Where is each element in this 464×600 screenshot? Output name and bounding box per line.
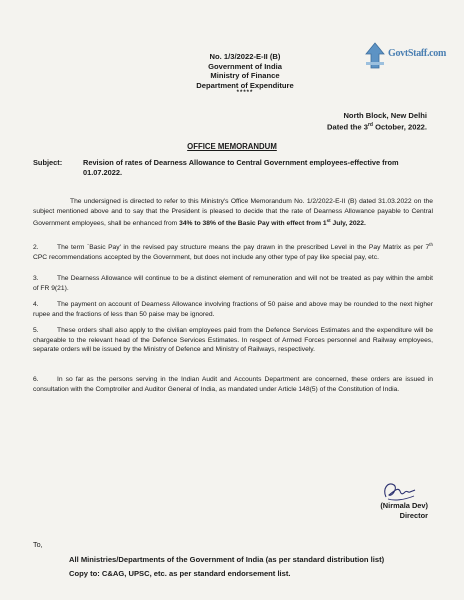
paragraph-1: The undersigned is directed to refer to this Ministry's Office Memorandum No. 1/2/2022-E-II (B) dated 31.03.2022 on the subject mentioned above and to say that the President is pleased to decide that the rate of Dearness Allowance payable to Central Government employees, shall be enhanced from 34% to 38% of the Basic Pay with effect from 1st July, 2022. — [33, 198, 433, 228]
paragraph-2: 2. The term `Basic Pay' in the revised pay structure means the pay drawn in the prescribed Level in the Pay Matrix as per 7th CPC recommendations accepted by the Government, but does not include any other type of pay like special pay, etc. — [33, 242, 433, 261]
ministry-name: Ministry of Finance — [210, 71, 280, 81]
paragraph-3: 3. The Dearness Allowance will continue to be a distinct element of remuneration and will not be treated as pay within the ambit of FR 9(21). — [33, 275, 433, 292]
location: North Block, New Delhi — [343, 111, 427, 120]
distribution-line-2: Copy to: C&AG, UPSC, etc. as per standard endorsement list. — [69, 568, 291, 578]
signer-name: (Nirmala Dev) — [380, 501, 428, 510]
arrow-icon — [364, 42, 386, 70]
subject-block — [33, 158, 433, 177]
paragraph-6: 6. In so far as the persons serving in the Indian Audit and Accounts Department are concerned, these orders are issued in consultation with the Comptroller and Auditor General of India, as mandated under Article 148(5) of the Constitution of India. — [33, 376, 433, 393]
header-stars: ***** — [236, 90, 254, 97]
signatory — [380, 501, 428, 521]
place-and-date — [327, 111, 427, 132]
department-name: Department of Expenditure — [196, 80, 294, 90]
subject-text: Revision of rates of Dearness Allowance to Central Government employees-effective from 01.07.2022. — [83, 158, 399, 177]
file-number: No. 1/3/2022-E-II (B) — [209, 52, 281, 61]
document-header — [130, 52, 360, 96]
distribution-line-1: All Ministries/Departments of the Government of India (as per standard distribution list) — [69, 555, 385, 564]
to-label: To, — [33, 540, 43, 549]
logo-text: GovtStaff.com — [388, 48, 447, 59]
distribution-list — [69, 553, 384, 580]
paragraph-5: 5. These orders shall also apply to the civilian employees paid from the Defence Services Estimates and the expenditure will be chargeable to the relevant head of the Defence Services Estimates. In respect of Armed Forces personnel and Railway employees, separate orders will be issued by the Ministry of Defence and Ministry of Railways, respectively. — [33, 327, 433, 354]
signer-designation: Director — [399, 510, 428, 520]
paragraph-4: 4. The payment on account of Dearness Allowance involving fractions of 50 paise and above may be rounded to the next higher rupee and the fractions of less than 50 paise may be ignored. — [33, 301, 433, 318]
government-name: Government of India — [208, 61, 282, 71]
date-line: Dated the 3rd October, 2022. — [327, 121, 427, 132]
subject-label: Subject: — [33, 158, 63, 167]
watermark-logo — [364, 42, 456, 72]
memorandum-title: OFFICE MEMORANDUM — [187, 142, 277, 151]
